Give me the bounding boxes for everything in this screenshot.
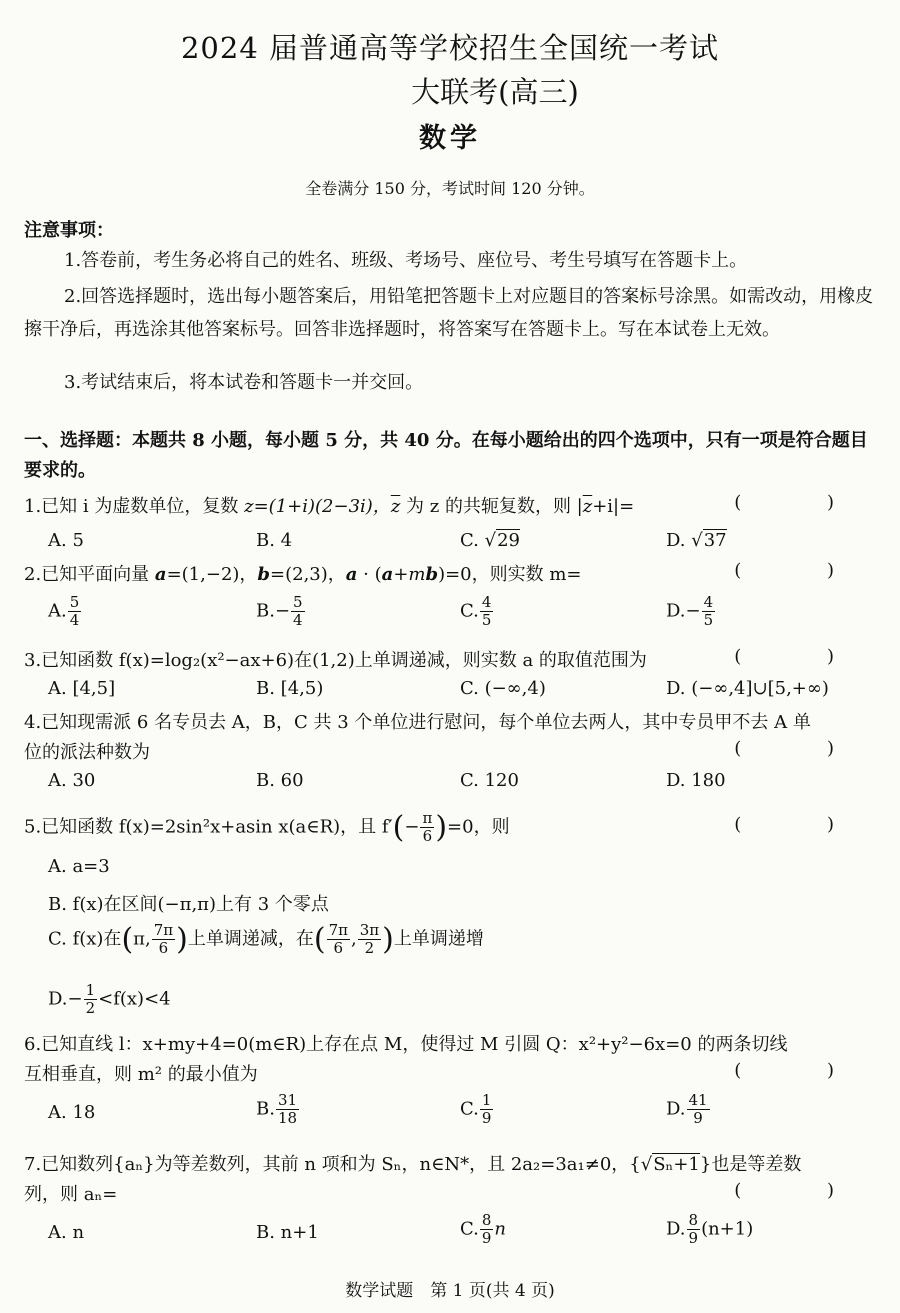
section-heading: 一、选择题：本题共 8 小题，每小题 5 分，共 40 分。在每小题给出的四个选项中，只有一项是符合题目要求的。: [24, 430, 868, 481]
option-c: C. $\frac{4}{5}$: [460, 593, 492, 629]
answer-bracket: ( ): [734, 492, 874, 513]
question-6: 6.已知直线 l：x+my+4=0(m∈R)上存在点 M，使得过 M 引圆 Q：x²+y²−6x=0 的两条切线: [24, 1034, 788, 1055]
answer-bracket: ( ): [734, 738, 874, 759]
option-b: B. [4,5): [256, 678, 324, 699]
option-d: D. 180: [666, 770, 726, 791]
option-c: C. 120: [460, 770, 519, 791]
question-6-line2: 互相垂直，则 m² 的最小值为 ( ): [24, 1060, 874, 1085]
option-a: A. 5: [48, 530, 84, 551]
question-1: 1.已知 i 为虚数单位，复数 z=(1+i)(2−3i)，$\overline{z}$ 为 z 的共轭复数，则 $|\overline{z}+i|=$ ( ): [24, 492, 874, 517]
option-a: A. a=3: [48, 856, 110, 877]
notice-item-2: 2.回答选择题时，选出每小题答案后，用铅笔把答题卡上对应题目的答案标号涂黑。如需改动，用橡皮擦干净后，再选涂其他答案标号。回答非选择题时，将答案写在答题卡上。写在本试卷上无效。: [24, 286, 874, 340]
notice-item-3: 3.考试结束后，将本试卷和答题卡一并交回。: [64, 372, 424, 393]
question-3: 3.已知函数 f(x)=log₂(x²−ax+6)在(1,2)上单调递减，则实数 a 的取值范围为 ( ): [24, 646, 874, 671]
option-b: B.− $\frac{5}{4}$: [256, 593, 303, 629]
option-d: D. $\frac{41}{9}$: [666, 1091, 708, 1127]
option-a: A. n: [48, 1222, 85, 1243]
answer-bracket: ( ): [734, 560, 874, 581]
option-c: C. √29: [460, 530, 520, 551]
option-b: B. 60: [256, 770, 304, 791]
option-d: D. $\frac{8}{9}$ (n+1): [666, 1211, 754, 1247]
answer-bracket: ( ): [734, 646, 874, 667]
option-d: D. (−∞,4]∪[5,+∞): [666, 678, 829, 699]
option-a: A. 18: [48, 1102, 96, 1123]
option-a: A. $\frac{5}{4}$: [48, 593, 80, 629]
option-d: D.− $\frac{4}{5}$: [666, 593, 714, 629]
option-b: B. 4: [256, 530, 293, 551]
option-a: A. [4,5]: [48, 678, 116, 699]
exam-subtitle: 大联考(高三): [411, 75, 579, 109]
page-footer: 数学试题 第 1 页(共 4 页): [345, 1281, 555, 1301]
question-4: 4.已知现需派 6 名专员去 A，B，C 共 3 个单位进行慰问，每个单位去两人，其中专员甲不去 A 单: [24, 712, 811, 733]
option-c: C. $\frac{8}{9}$ n: [460, 1211, 506, 1247]
answer-bracket: ( ): [734, 1060, 874, 1081]
question-2: 2.已知平面向量 a=(1,−2)，b=(2,3)，a · (a+mb)=0，则实数 m= ( ): [24, 560, 874, 585]
subject-title: 数学: [419, 123, 481, 154]
option-b: B. n+1: [256, 1222, 319, 1243]
notice-heading: 注意事项：: [24, 220, 114, 241]
option-b: B. $\frac{31}{18}$: [256, 1091, 298, 1127]
score-info: 全卷满分 150 分，考试时间 120 分钟。: [305, 179, 595, 198]
option-c: C. (−∞,4): [460, 678, 546, 699]
question-7: 7.已知数列{aₙ}为等差数列，其前 n 项和为 Sₙ，n∈N*，且 2a₂=3a₁≠0，{√Sₙ+1}也是等差数: [24, 1154, 802, 1175]
option-d: D. √37: [666, 530, 727, 551]
question-4-line2: 位的派法种数为 ( ): [24, 738, 874, 763]
option-d: D.− $\frac{1}{2}$ <f(x)<4: [48, 981, 171, 1017]
question-5: 5.已知函数 f(x)=2sin²x+asin x(a∈R)，且 f′(− $\frac{\pi}{6}$ )=0，则 ( ): [24, 809, 874, 845]
option-a: A. 30: [48, 770, 96, 791]
notice-item-1: 1.答卷前，考生务必将自己的姓名、班级、考场号、座位号、考生号填写在答题卡上。: [64, 250, 748, 271]
option-c: C. $\frac{1}{9}$: [460, 1091, 492, 1127]
option-c: C. f(x)在(π, $\frac{7\pi}{6}$ )上单调递减，在( $\frac{7\pi}{6}$ , $\frac{3\pi}{2}$ )上单调递增: [48, 921, 484, 957]
answer-bracket: ( ): [734, 1180, 874, 1201]
option-b: B. f(x)在区间(−π,π)上有 3 个零点: [48, 894, 329, 915]
question-7-line2: 列，则 aₙ= ( ): [24, 1180, 874, 1205]
exam-title: 2024 届普通高等学校招生全国统一考试: [180, 31, 720, 65]
answer-bracket: ( ): [734, 814, 874, 835]
